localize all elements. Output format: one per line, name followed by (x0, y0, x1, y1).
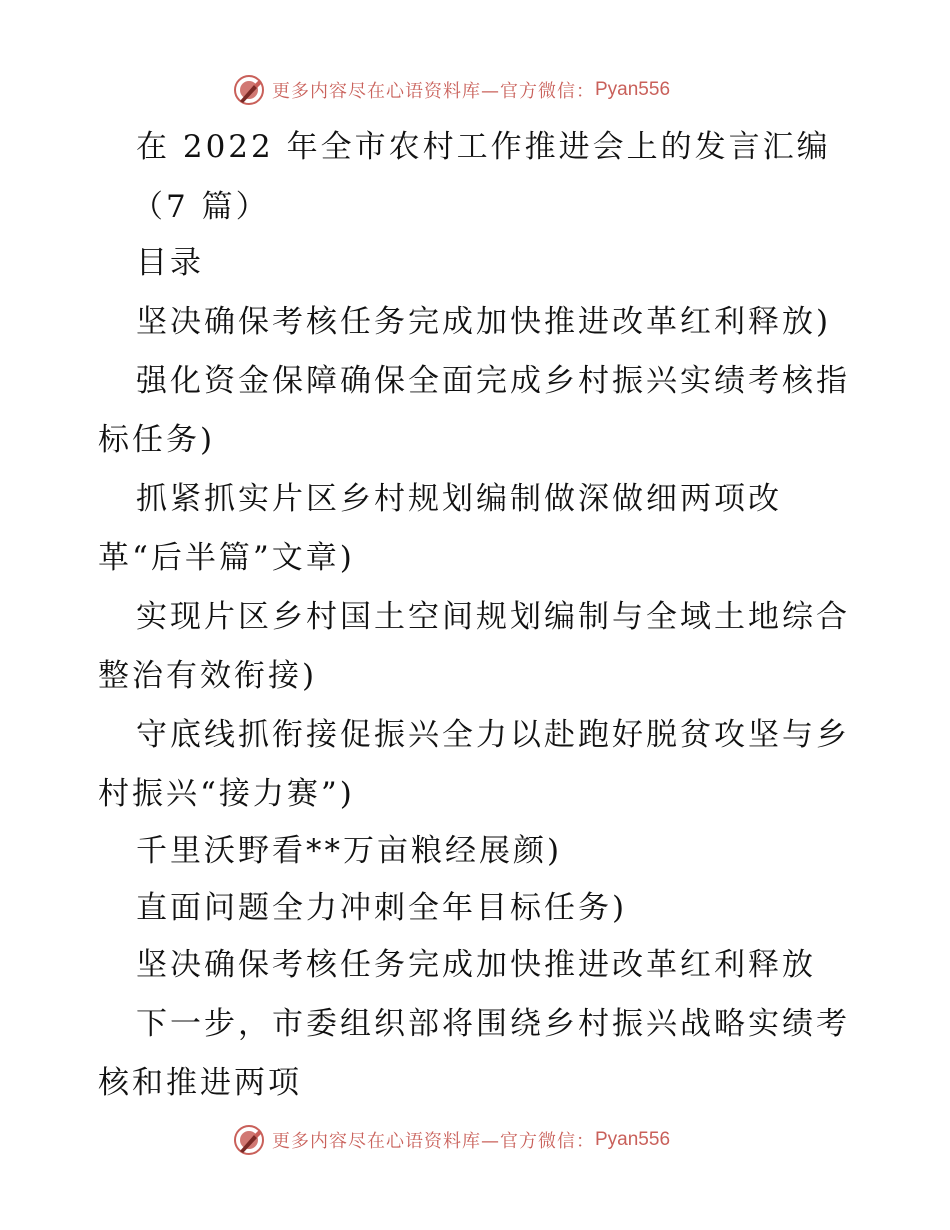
document-title-count: （7 篇） (132, 189, 270, 225)
pen-logo-icon (232, 73, 266, 107)
toc-entry: 直面问题全力冲刺全年目标任务) (136, 890, 628, 926)
toc-entry-continued: 革“后半篇”文章) (98, 540, 355, 576)
pen-logo-icon (232, 1123, 266, 1157)
toc-heading: 目录 (136, 245, 204, 281)
watermark-text: 更多内容尽在心语资料库—官方微信： (272, 1131, 595, 1152)
toc-entry-continued: 整治有效衔接) (98, 658, 318, 694)
toc-entry: 坚决确保考核任务完成加快推进改革红利释放) (136, 304, 832, 340)
toc-entry: 抓紧抓实片区乡村规划编制做深做细两项改 (136, 481, 782, 517)
watermark-text: 更多内容尽在心语资料库—官方微信： (272, 81, 595, 102)
section-heading: 坚决确保考核任务完成加快推进改革红利释放 (136, 947, 816, 983)
toc-entry: 实现片区乡村国土空间规划编制与全域土地综合 (136, 599, 850, 635)
toc-entry-continued: 村振兴“接力赛”) (98, 776, 355, 812)
toc-entry: 千里沃野看**万亩粮经展颜) (136, 833, 563, 869)
body-paragraph: 下一步，市委组织部将围绕乡村振兴战略实绩考 (136, 1006, 850, 1042)
toc-entry: 守底线抓衔接促振兴全力以赴跑好脱贫攻坚与乡 (136, 717, 850, 753)
toc-entry: 强化资金保障确保全面完成乡村振兴实绩考核指 (136, 363, 850, 399)
watermark-id: Pyan556 (595, 79, 671, 100)
watermark-id: Pyan556 (595, 1129, 671, 1150)
body-paragraph-continued: 核和推进两项 (98, 1065, 302, 1101)
document-title: 在 2022 年全市农村工作推进会上的发言汇编 (136, 129, 831, 165)
watermark-footer (232, 1122, 670, 1158)
watermark-header (232, 72, 670, 108)
toc-entry-continued: 标任务) (98, 422, 216, 458)
